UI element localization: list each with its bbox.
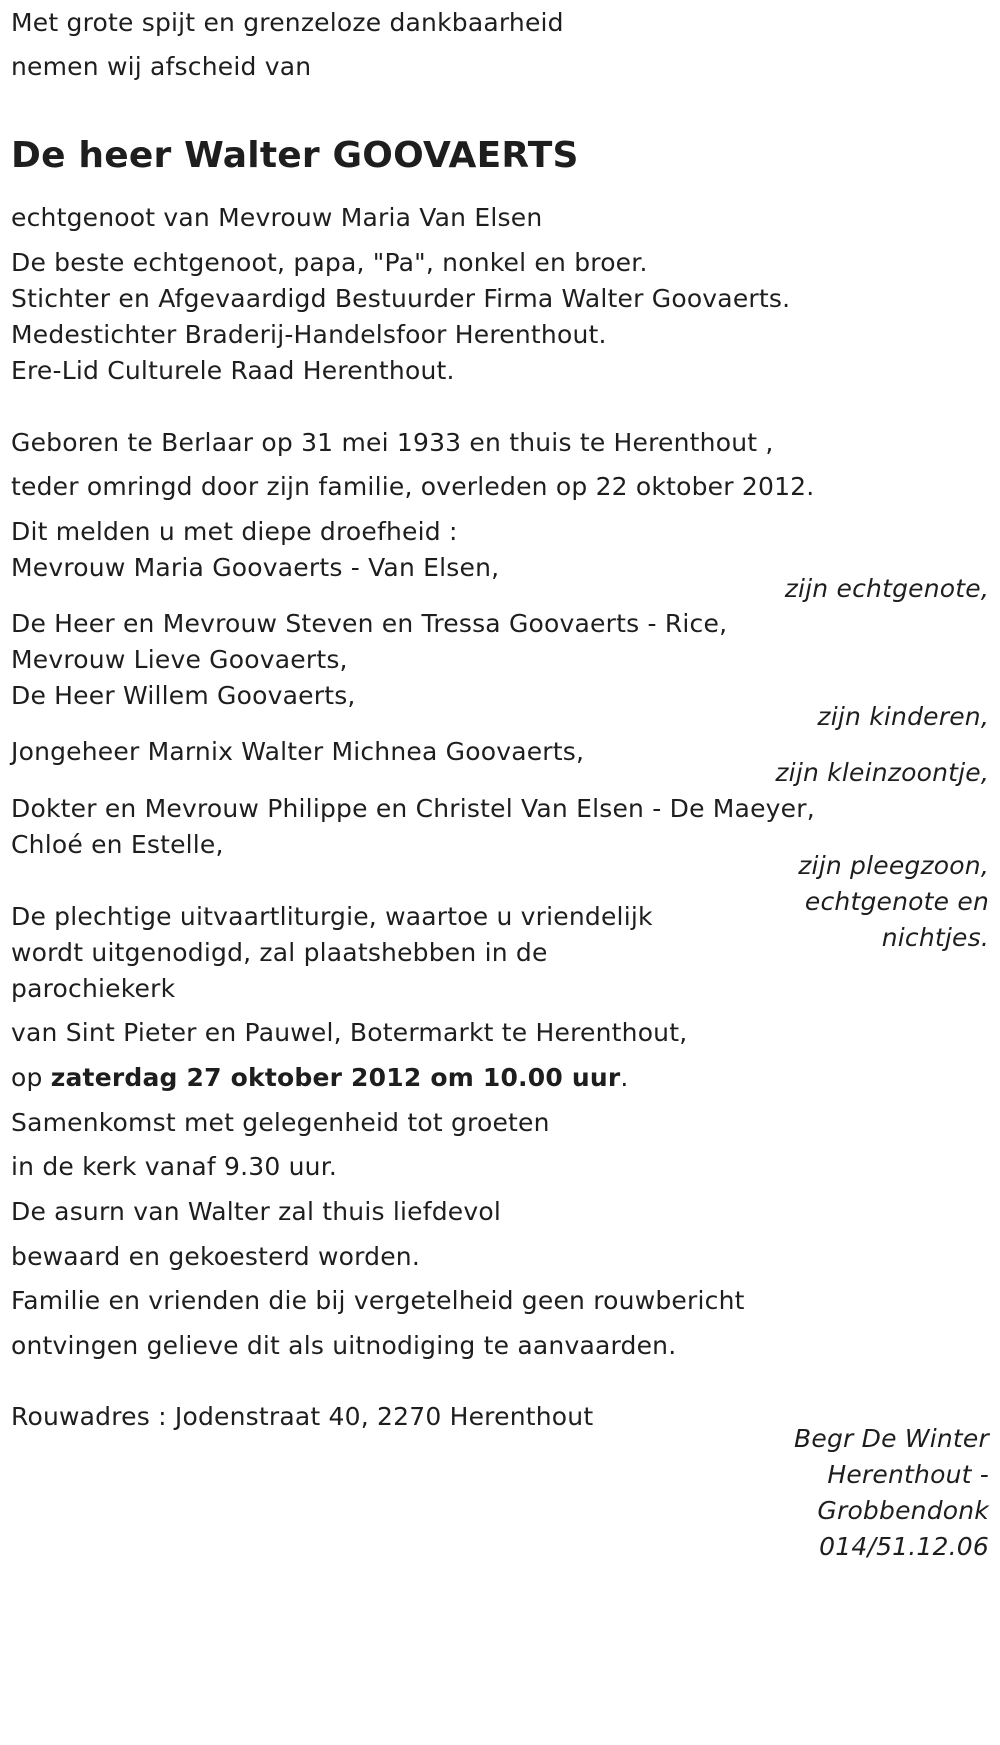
- undertaker-line-2: Herenthout -: [827, 1460, 989, 1489]
- after-line-1: Samenkomst met gelegenheid tot groeten: [11, 1108, 550, 1137]
- foster-role-1: zijn pleegzoon,: [798, 851, 989, 880]
- address-line: Rouwadres : Jodenstraat 40, 2270 Herenthout: [11, 1402, 594, 1431]
- grandson-role: zijn kleinzoontje,: [775, 758, 989, 787]
- intro-line-1: Met grote spijt en grenzeloze dankbaarheid: [11, 8, 564, 37]
- title-line-1: De beste echtgenoot, papa, "Pa", nonkel en broer.: [11, 248, 648, 277]
- grandson-line: Jongeheer Marnix Walter Michnea Goovaerts,: [11, 737, 585, 766]
- foster-line-1: Dokter en Mevrouw Philippe en Christel Van Elsen - De Maeyer,: [11, 794, 815, 823]
- title-line-3: Medestichter Braderij-Handelsfoor Herenthout.: [11, 320, 607, 349]
- children-role: zijn kinderen,: [817, 702, 989, 731]
- announce-line: Dit melden u met diepe droefheid :: [11, 517, 458, 546]
- foster-role-2: echtgenote en: [804, 887, 989, 916]
- child-line-3: De Heer Willem Goovaerts,: [11, 681, 356, 710]
- undertaker-line-4: 014/51.12.06: [819, 1532, 989, 1561]
- child-line-2: Mevrouw Lieve Goovaerts,: [11, 645, 348, 674]
- funeral-date: zaterdag 27 oktober 2012 om 10.00 uur: [50, 1063, 621, 1092]
- funeral-line-1: De plechtige uitvaartliturgie, waartoe u vriendelijk: [11, 902, 653, 931]
- undertaker-line-3: Grobbendonk: [817, 1496, 989, 1525]
- church-line: van Sint Pieter en Pauwel, Botermarkt te Herenthout,: [11, 1018, 688, 1047]
- child-line-1: De Heer en Mevrouw Steven en Tressa Goovaerts - Rice,: [11, 609, 728, 638]
- after-line-5: Familie en vrienden die bij vergetelheid geen rouwbericht: [11, 1286, 745, 1315]
- funeral-line-2: wordt uitgenodigd, zal plaatshebben in de: [11, 938, 548, 967]
- date-suffix: .: [620, 1063, 629, 1092]
- foster-role-3: nichtjes.: [881, 923, 989, 952]
- title-line-2: Stichter en Afgevaardigd Bestuurder Firma Walter Goovaerts.: [11, 284, 791, 313]
- birth-line-1: Geboren te Berlaar op 31 mei 1933 en thuis te Herenthout ,: [11, 428, 774, 457]
- after-line-6: ontvingen gelieve dit als uitnodiging te aanvaarden.: [11, 1331, 677, 1360]
- undertaker-line-1: Begr De Winter: [794, 1424, 989, 1453]
- after-line-4: bewaard en gekoesterd worden.: [11, 1242, 420, 1271]
- after-line-2: in de kerk vanaf 9.30 uur.: [11, 1152, 338, 1181]
- foster-line-2: Chloé en Estelle,: [11, 830, 224, 859]
- intro-line-2: nemen wij afscheid van: [11, 52, 312, 81]
- funeral-line-3: parochiekerk: [11, 974, 176, 1003]
- spouse-role: zijn echtgenote,: [784, 574, 989, 603]
- spouse-line: echtgenoot van Mevrouw Maria Van Elsen: [11, 203, 543, 232]
- deceased-name: De heer Walter GOOVAERTS: [11, 135, 579, 176]
- date-prefix: op: [11, 1063, 51, 1092]
- birth-line-2: teder omringd door zijn familie, overleden op 22 oktober 2012.: [11, 472, 815, 501]
- title-line-4: Ere-Lid Culturele Raad Herenthout.: [11, 356, 455, 385]
- funeral-date-line: [11, 1062, 629, 1094]
- spouse-name: Mevrouw Maria Goovaerts - Van Elsen,: [11, 553, 500, 582]
- after-line-3: De asurn van Walter zal thuis liefdevol: [11, 1197, 502, 1226]
